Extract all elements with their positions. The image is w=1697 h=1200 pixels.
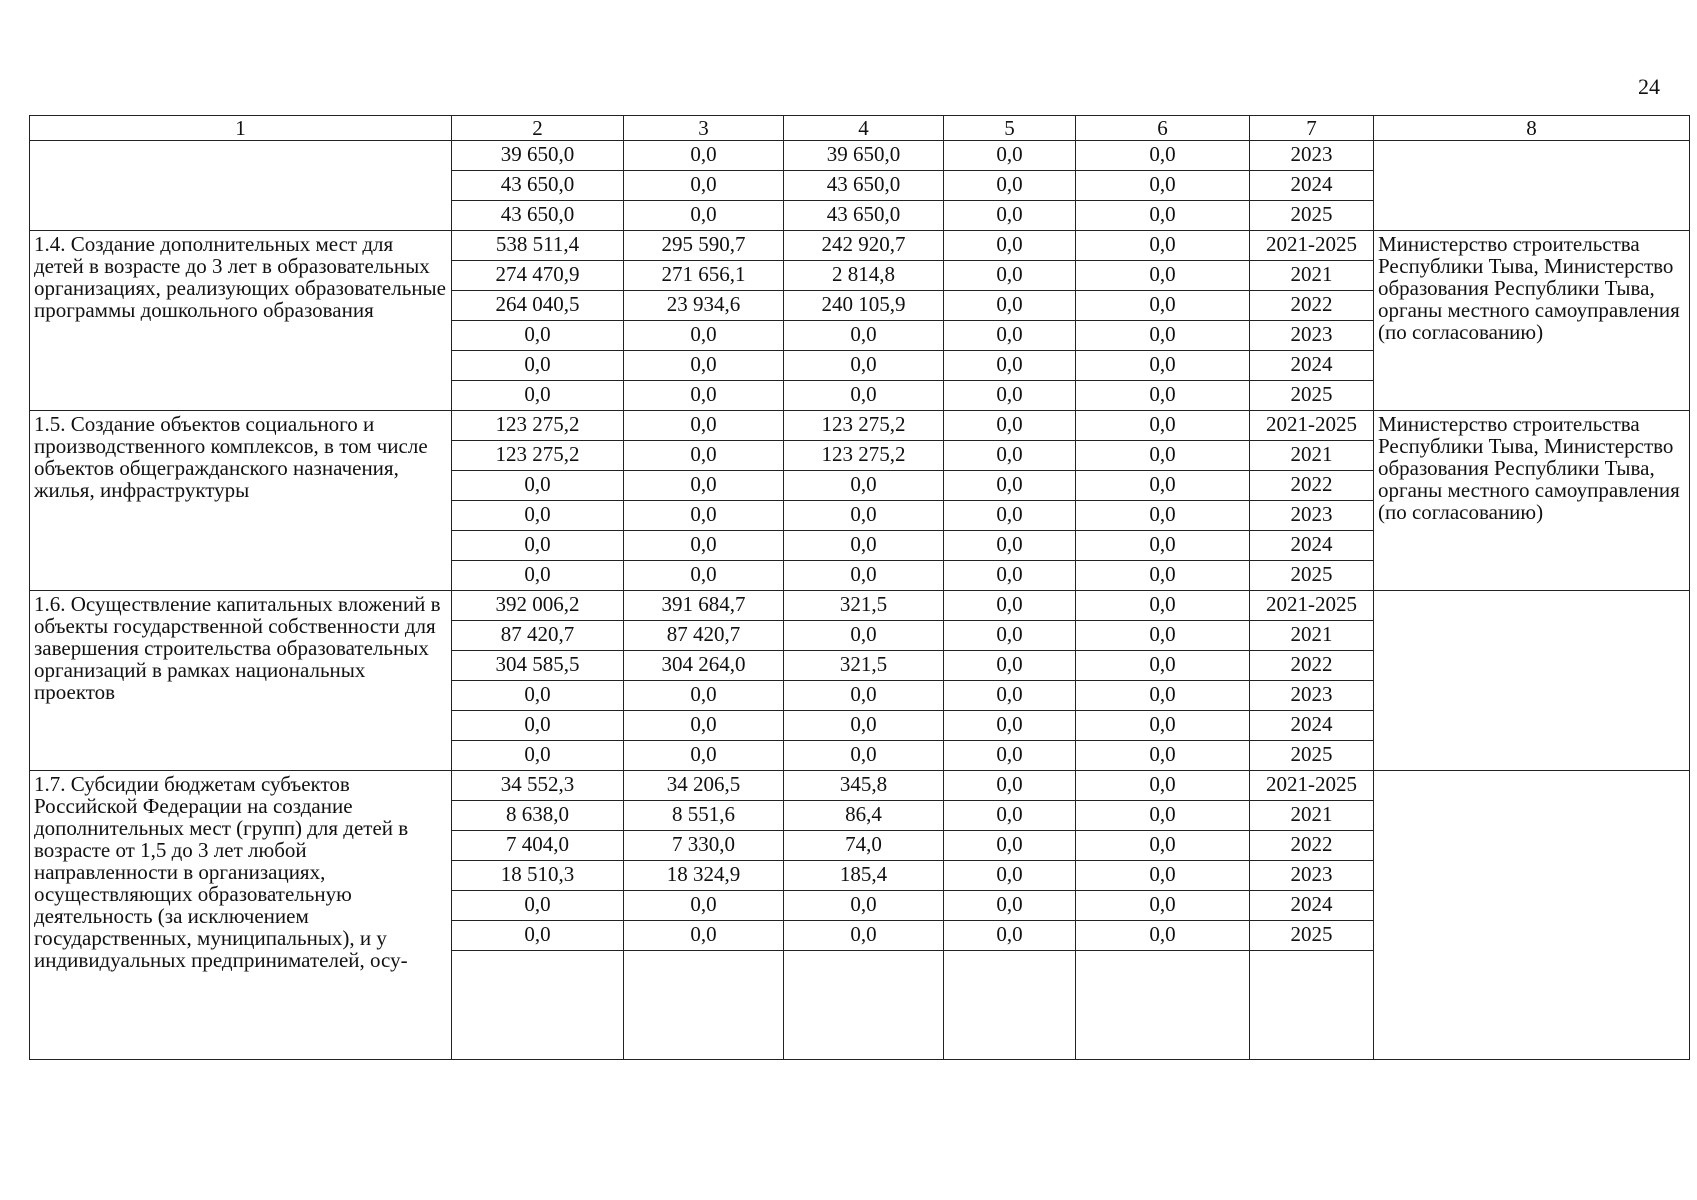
amount-cell: 0,0 xyxy=(452,741,624,771)
amount-cell: 304 585,5 xyxy=(452,651,624,681)
amount-cell: 0,0 xyxy=(624,501,784,531)
year-cell: 2025 xyxy=(1250,921,1374,951)
amount-cell: 0,0 xyxy=(784,351,944,381)
amount-cell: 123 275,2 xyxy=(452,411,624,441)
amount-cell: 0,0 xyxy=(1076,501,1250,531)
amount-cell: 0,0 xyxy=(1076,471,1250,501)
amount-cell: 0,0 xyxy=(784,561,944,591)
amount-cell: 0,0 xyxy=(1076,561,1250,591)
year-cell: 2022 xyxy=(1250,291,1374,321)
empty-cell xyxy=(624,951,784,1060)
amount-cell: 0,0 xyxy=(1076,741,1250,771)
year-cell: 2025 xyxy=(1250,201,1374,231)
column-header: 7 xyxy=(1250,116,1374,141)
amount-cell: 0,0 xyxy=(944,711,1076,741)
amount-cell: 39 650,0 xyxy=(784,141,944,171)
amount-cell: 0,0 xyxy=(944,501,1076,531)
year-cell: 2025 xyxy=(1250,741,1374,771)
year-cell: 2024 xyxy=(1250,351,1374,381)
empty-cell xyxy=(1076,951,1250,1060)
amount-cell: 0,0 xyxy=(944,441,1076,471)
table-row xyxy=(30,411,1690,441)
amount-cell: 18 324,9 xyxy=(624,861,784,891)
year-cell: 2021 xyxy=(1250,621,1374,651)
page-number: 24 xyxy=(1638,74,1660,99)
column-header: 1 xyxy=(30,116,452,141)
year-cell: 2024 xyxy=(1250,891,1374,921)
header-row xyxy=(30,116,1690,141)
year-cell: 2021-2025 xyxy=(1250,411,1374,441)
amount-cell: 0,0 xyxy=(452,321,624,351)
amount-cell: 0,0 xyxy=(944,381,1076,411)
amount-cell: 7 404,0 xyxy=(452,831,624,861)
amount-cell: 8 551,6 xyxy=(624,801,784,831)
table-body xyxy=(30,141,1690,1060)
amount-cell: 43 650,0 xyxy=(784,201,944,231)
amount-cell: 0,0 xyxy=(944,861,1076,891)
amount-cell: 0,0 xyxy=(1076,261,1250,291)
responsible-cell xyxy=(1374,771,1690,1060)
year-cell: 2023 xyxy=(1250,141,1374,171)
amount-cell: 0,0 xyxy=(624,681,784,711)
amount-cell: 0,0 xyxy=(944,561,1076,591)
amount-cell: 0,0 xyxy=(1076,831,1250,861)
amount-cell: 0,0 xyxy=(784,501,944,531)
amount-cell: 240 105,9 xyxy=(784,291,944,321)
amount-cell: 0,0 xyxy=(944,471,1076,501)
amount-cell: 0,0 xyxy=(624,741,784,771)
amount-cell: 0,0 xyxy=(784,381,944,411)
amount-cell: 0,0 xyxy=(1076,531,1250,561)
amount-cell: 0,0 xyxy=(624,531,784,561)
amount-cell: 0,0 xyxy=(784,711,944,741)
amount-cell: 0,0 xyxy=(1076,231,1250,261)
amount-cell: 0,0 xyxy=(944,201,1076,231)
amount-cell: 271 656,1 xyxy=(624,261,784,291)
amount-cell: 0,0 xyxy=(1076,651,1250,681)
amount-cell: 295 590,7 xyxy=(624,231,784,261)
amount-cell: 0,0 xyxy=(452,531,624,561)
amount-cell: 0,0 xyxy=(624,891,784,921)
amount-cell: 0,0 xyxy=(944,921,1076,951)
measure-name-cell: 1.5. Создание объектов социального и производственного комплексов, в том числе объектов общегражданского назначения, жилья, инфраструктуры xyxy=(30,411,452,591)
amount-cell: 0,0 xyxy=(784,531,944,561)
year-cell: 2021 xyxy=(1250,441,1374,471)
amount-cell: 0,0 xyxy=(944,231,1076,261)
amount-cell: 0,0 xyxy=(784,921,944,951)
amount-cell: 0,0 xyxy=(944,321,1076,351)
year-cell: 2024 xyxy=(1250,711,1374,741)
responsible-cell: Министерство строительства Республики Тыва, Министерство образования Республики Тыва, органы местного самоуправления (по согласованию) xyxy=(1374,231,1690,411)
amount-cell: 39 650,0 xyxy=(452,141,624,171)
measure-name-cell: 1.4. Создание дополнительных мест для детей в возрасте до 3 лет в образовательных организациях, реализующих образовательные программы дошкольного образования xyxy=(30,231,452,411)
amount-cell: 0,0 xyxy=(1076,381,1250,411)
amount-cell: 0,0 xyxy=(624,921,784,951)
amount-cell: 87 420,7 xyxy=(452,621,624,651)
amount-cell: 0,0 xyxy=(624,411,784,441)
amount-cell: 0,0 xyxy=(452,711,624,741)
year-cell: 2025 xyxy=(1250,381,1374,411)
amount-cell: 123 275,2 xyxy=(784,441,944,471)
amount-cell: 0,0 xyxy=(1076,891,1250,921)
amount-cell: 0,0 xyxy=(1076,141,1250,171)
amount-cell: 0,0 xyxy=(1076,801,1250,831)
amount-cell: 0,0 xyxy=(1076,921,1250,951)
program-table xyxy=(29,115,1690,1060)
amount-cell: 0,0 xyxy=(624,471,784,501)
amount-cell: 34 552,3 xyxy=(452,771,624,801)
table-row xyxy=(30,231,1690,261)
amount-cell: 74,0 xyxy=(784,831,944,861)
year-cell: 2022 xyxy=(1250,471,1374,501)
year-cell: 2023 xyxy=(1250,321,1374,351)
year-cell: 2021-2025 xyxy=(1250,231,1374,261)
year-cell: 2021 xyxy=(1250,801,1374,831)
amount-cell: 0,0 xyxy=(1076,861,1250,891)
amount-cell: 0,0 xyxy=(944,531,1076,561)
amount-cell: 0,0 xyxy=(944,801,1076,831)
amount-cell: 0,0 xyxy=(944,261,1076,291)
amount-cell: 392 006,2 xyxy=(452,591,624,621)
amount-cell: 0,0 xyxy=(624,201,784,231)
amount-cell: 391 684,7 xyxy=(624,591,784,621)
amount-cell: 0,0 xyxy=(944,291,1076,321)
amount-cell: 0,0 xyxy=(452,501,624,531)
amount-cell: 0,0 xyxy=(1076,351,1250,381)
amount-cell: 264 040,5 xyxy=(452,291,624,321)
amount-cell: 87 420,7 xyxy=(624,621,784,651)
amount-cell: 123 275,2 xyxy=(784,411,944,441)
amount-cell: 0,0 xyxy=(1076,291,1250,321)
year-cell: 2022 xyxy=(1250,651,1374,681)
amount-cell: 0,0 xyxy=(944,351,1076,381)
amount-cell: 0,0 xyxy=(1076,681,1250,711)
amount-cell: 0,0 xyxy=(784,321,944,351)
amount-cell: 0,0 xyxy=(944,831,1076,861)
amount-cell: 0,0 xyxy=(1076,171,1250,201)
amount-cell: 0,0 xyxy=(452,891,624,921)
empty-cell xyxy=(1250,951,1374,1060)
amount-cell: 0,0 xyxy=(944,891,1076,921)
amount-cell: 0,0 xyxy=(1076,321,1250,351)
measure-name-cell: 1.7. Субсидии бюджетам субъектов Российской Федерации на создание дополнительных мест (групп) для детей в возрасте от 1,5 до 3 лет любой направленности в организациях, осуществляющих образовательную деятельность (за исключением государственных, муниципальных), и у индивидуальных предпринимателей, осу- xyxy=(30,771,452,1060)
amount-cell: 0,0 xyxy=(452,351,624,381)
year-cell: 2024 xyxy=(1250,171,1374,201)
responsible-cell xyxy=(1374,141,1690,231)
empty-cell xyxy=(944,951,1076,1060)
amount-cell: 0,0 xyxy=(624,561,784,591)
table-row xyxy=(30,141,1690,171)
amount-cell: 0,0 xyxy=(452,681,624,711)
amount-cell: 43 650,0 xyxy=(452,171,624,201)
year-cell: 2023 xyxy=(1250,501,1374,531)
amount-cell: 0,0 xyxy=(944,411,1076,441)
amount-cell: 43 650,0 xyxy=(784,171,944,201)
year-cell: 2024 xyxy=(1250,531,1374,561)
measure-name-cell: 1.6. Осуществление капитальных вложений в объекты государственной собственности для завершения строительства образовательных организаций в рамках национальных проектов xyxy=(30,591,452,771)
amount-cell: 185,4 xyxy=(784,861,944,891)
amount-cell: 0,0 xyxy=(624,141,784,171)
amount-cell: 0,0 xyxy=(1076,711,1250,741)
amount-cell: 0,0 xyxy=(1076,591,1250,621)
amount-cell: 0,0 xyxy=(624,711,784,741)
year-cell: 2021-2025 xyxy=(1250,591,1374,621)
amount-cell: 0,0 xyxy=(452,561,624,591)
column-header: 4 xyxy=(784,116,944,141)
amount-cell: 2 814,8 xyxy=(784,261,944,291)
amount-cell: 0,0 xyxy=(452,471,624,501)
responsible-cell xyxy=(1374,591,1690,771)
table-row xyxy=(30,771,1690,801)
amount-cell: 0,0 xyxy=(452,381,624,411)
empty-cell xyxy=(452,951,624,1060)
amount-cell: 0,0 xyxy=(784,741,944,771)
amount-cell: 0,0 xyxy=(624,441,784,471)
column-header: 8 xyxy=(1374,116,1690,141)
amount-cell: 0,0 xyxy=(784,891,944,921)
amount-cell: 0,0 xyxy=(624,351,784,381)
amount-cell: 43 650,0 xyxy=(452,201,624,231)
amount-cell: 86,4 xyxy=(784,801,944,831)
year-cell: 2022 xyxy=(1250,831,1374,861)
table-row xyxy=(30,591,1690,621)
column-header: 2 xyxy=(452,116,624,141)
amount-cell: 18 510,3 xyxy=(452,861,624,891)
amount-cell: 0,0 xyxy=(1076,621,1250,651)
amount-cell: 0,0 xyxy=(452,921,624,951)
amount-cell: 0,0 xyxy=(784,471,944,501)
amount-cell: 0,0 xyxy=(944,681,1076,711)
amount-cell: 0,0 xyxy=(944,171,1076,201)
amount-cell: 0,0 xyxy=(944,651,1076,681)
empty-cell xyxy=(784,951,944,1060)
column-header: 5 xyxy=(944,116,1076,141)
amount-cell: 0,0 xyxy=(624,381,784,411)
amount-cell: 0,0 xyxy=(1076,441,1250,471)
amount-cell: 0,0 xyxy=(944,741,1076,771)
amount-cell: 0,0 xyxy=(624,171,784,201)
measure-name-cell xyxy=(30,141,452,231)
amount-cell: 538 511,4 xyxy=(452,231,624,261)
amount-cell: 0,0 xyxy=(1076,411,1250,441)
column-header: 3 xyxy=(624,116,784,141)
amount-cell: 34 206,5 xyxy=(624,771,784,801)
amount-cell: 321,5 xyxy=(784,591,944,621)
amount-cell: 8 638,0 xyxy=(452,801,624,831)
amount-cell: 0,0 xyxy=(944,591,1076,621)
year-cell: 2025 xyxy=(1250,561,1374,591)
amount-cell: 0,0 xyxy=(784,681,944,711)
amount-cell: 274 470,9 xyxy=(452,261,624,291)
year-cell: 2023 xyxy=(1250,681,1374,711)
amount-cell: 0,0 xyxy=(784,621,944,651)
year-cell: 2021 xyxy=(1250,261,1374,291)
amount-cell: 23 934,6 xyxy=(624,291,784,321)
amount-cell: 123 275,2 xyxy=(452,441,624,471)
amount-cell: 0,0 xyxy=(1076,201,1250,231)
responsible-cell: Министерство строительства Республики Тыва, Министерство образования Республики Тыва, органы местного самоуправления (по согласованию) xyxy=(1374,411,1690,591)
amount-cell: 321,5 xyxy=(784,651,944,681)
amount-cell: 0,0 xyxy=(624,321,784,351)
year-cell: 2021-2025 xyxy=(1250,771,1374,801)
amount-cell: 0,0 xyxy=(944,621,1076,651)
amount-cell: 242 920,7 xyxy=(784,231,944,261)
amount-cell: 0,0 xyxy=(1076,771,1250,801)
column-header: 6 xyxy=(1076,116,1250,141)
amount-cell: 0,0 xyxy=(944,141,1076,171)
amount-cell: 304 264,0 xyxy=(624,651,784,681)
amount-cell: 0,0 xyxy=(944,771,1076,801)
amount-cell: 345,8 xyxy=(784,771,944,801)
amount-cell: 7 330,0 xyxy=(624,831,784,861)
year-cell: 2023 xyxy=(1250,861,1374,891)
